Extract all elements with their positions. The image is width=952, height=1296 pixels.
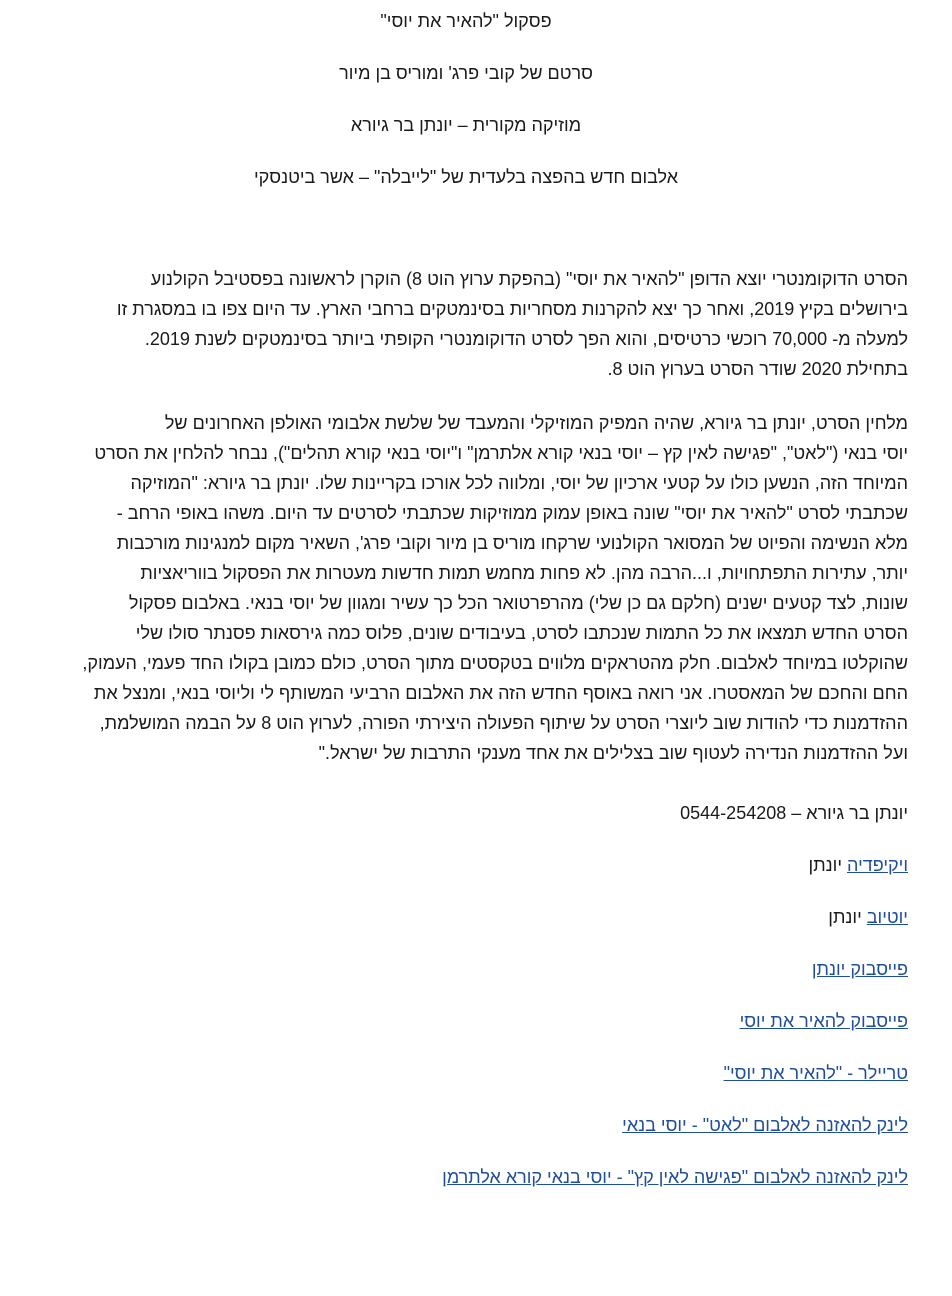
link-row-album-lat [622,1113,908,1137]
wikipedia-link[interactable]: ויקיפדיה [847,855,908,875]
paragraph-line: המיוחד הזה, הנשען כולו על קטעי ארכיון של יוסי, ומלווה לכל אורכו בקריינות שלו. יונתן בר גיורא: "המוזיקה [130,473,908,493]
composer-quote-paragraph [20,408,908,768]
paragraph-line: מלחין הסרט, יונתן בר גיורא, שהיה המפיק המוזיקלי והמעבד של שלשת אלבומי האולפן האחרונים של [164,413,908,433]
paragraph-line: הסרט החדש תמצאו את כל התמות שנכתבו לסרט, בעיבודים שונים, פלוס כמה גירסאות פסנתר סולו שלי [135,623,908,643]
paragraph-line: הסרט הדוקומנטרי יוצא הדופן "להאיר את יוסי" (בהפקת ערוץ הוט 8) הוקרן לראשונה בפסטיבל הקולנוע [150,269,908,289]
paragraph-line: החם והחכם של המאסטרו. אני רואה באוסף החדש הזה את האלבום הרביעי המשותף לי וליוסי בנאי, ומנצל את [93,683,908,703]
paragraph-line: מלא הנשימה והפיוט של המסואר הקולנועי שרקחו מוריס בן מיור וקובי פרג', השאיר מקום למנגינות מורכבות [116,533,908,553]
soundtrack-title: פסקול "להאיר את יוסי" [380,11,552,31]
paragraph-line: בירושלים בקיץ 2019, ואחר כך יצא להקרנות מסחריות בסינמטקים ברחבי הארץ. עד היום צפו בו במסגרת זו [116,299,908,319]
trailer-link[interactable]: טריילר - "להאיר את יוסי" [723,1063,908,1083]
link-suffix-text: יונתן [808,855,848,875]
link-row-album-pgisha [442,1165,908,1189]
album-release-line: אלבום חדש בהפצה בלעדית של "לייבלה" – אשר ביטנסקי [253,167,679,187]
album-pgisha-listen-link[interactable]: לינק להאזנה לאלבום "פגישה לאין קץ" - יוסי בנאי קורא אלתרמן [442,1167,908,1187]
film-credit-line: סרטם של קובי פרג' ומוריס בן מיור [339,63,593,83]
paragraph-line: ההזדמנות כדי להודות שוב ליוצרי הסרט על שיתוף הפעולה היצירתי הפורה, לערוץ הוט 8 על הבמה המושלמת, [99,713,908,733]
facebook-film-link[interactable]: פייסבוק להאיר את יוסי [739,1011,908,1031]
link-row-youtube [828,905,908,929]
link-row-facebook-film [740,1009,908,1033]
paragraph-line: שהוקלטו במיוחד לאלבום. חלק מהטראקים מלווים בטקסטים מתוך הסרט, כולם כמובן בקולו החד פעמי, העמוק, [82,653,908,673]
facebook-yonatan-link[interactable]: פייסבוק יונתן [811,959,908,979]
paragraph-line: שכתבתי לסרט "להאיר את יוסי" שונה באופן עמוק ממוזיקות שכתבתי לסרטים עד היום. משהו באופי הרחב - [116,503,908,523]
paragraph-line: שונות, לצד קטעים ישנים (חלקם גם כן שלי) מהרפרטואר הכל כך עשיר ומגוון של יוסי בנאי. באלבום פסקול [128,593,908,613]
paragraph-line: למעלה מ- 70,000 רוכשי כרטיסים, והוא הפך לסרט הדוקומנטרי הקופתי ביותר בסינמטקים לשנת 2019. [144,329,908,349]
contact-line: יונתן בר גיורא – 0544-254208 [680,803,908,823]
link-row-facebook-yonatan [812,957,908,981]
intro-paragraph [20,264,908,384]
paragraph-line: בתחילת 2020 שודר הסרט בערוץ הוט 8. [607,359,908,379]
paragraph-line: יותר, עתירות התפתחויות, ו...הרבה מהן. לא פחות מחמש תמות חדשות מעטרות את הפסקול בווריאציות [140,563,908,583]
album-lat-listen-link[interactable]: לינק להאזנה לאלבום "לאט" - יוסי בנאי [622,1115,908,1135]
music-credit-line: מוזיקה מקורית – יונתן בר גיורא [350,115,582,135]
link-row-trailer [724,1061,908,1085]
link-row-wikipedia [809,853,908,877]
link-suffix-text: יונתן [828,907,867,927]
paragraph-line: ועל ההזדמנות הנדירה לעטוף שוב בצלילים את אחד מענקי התרבות של ישראל." [318,743,908,763]
paragraph-line: יוסי בנאי ("לאט", "פגישה לאין קץ – יוסי בנאי קורא אלתרמן" ו"יוסי בנאי קורא תהלים"), נבחר להלחין את הסרט [94,443,908,463]
youtube-link[interactable]: יוטיוב [866,907,908,927]
